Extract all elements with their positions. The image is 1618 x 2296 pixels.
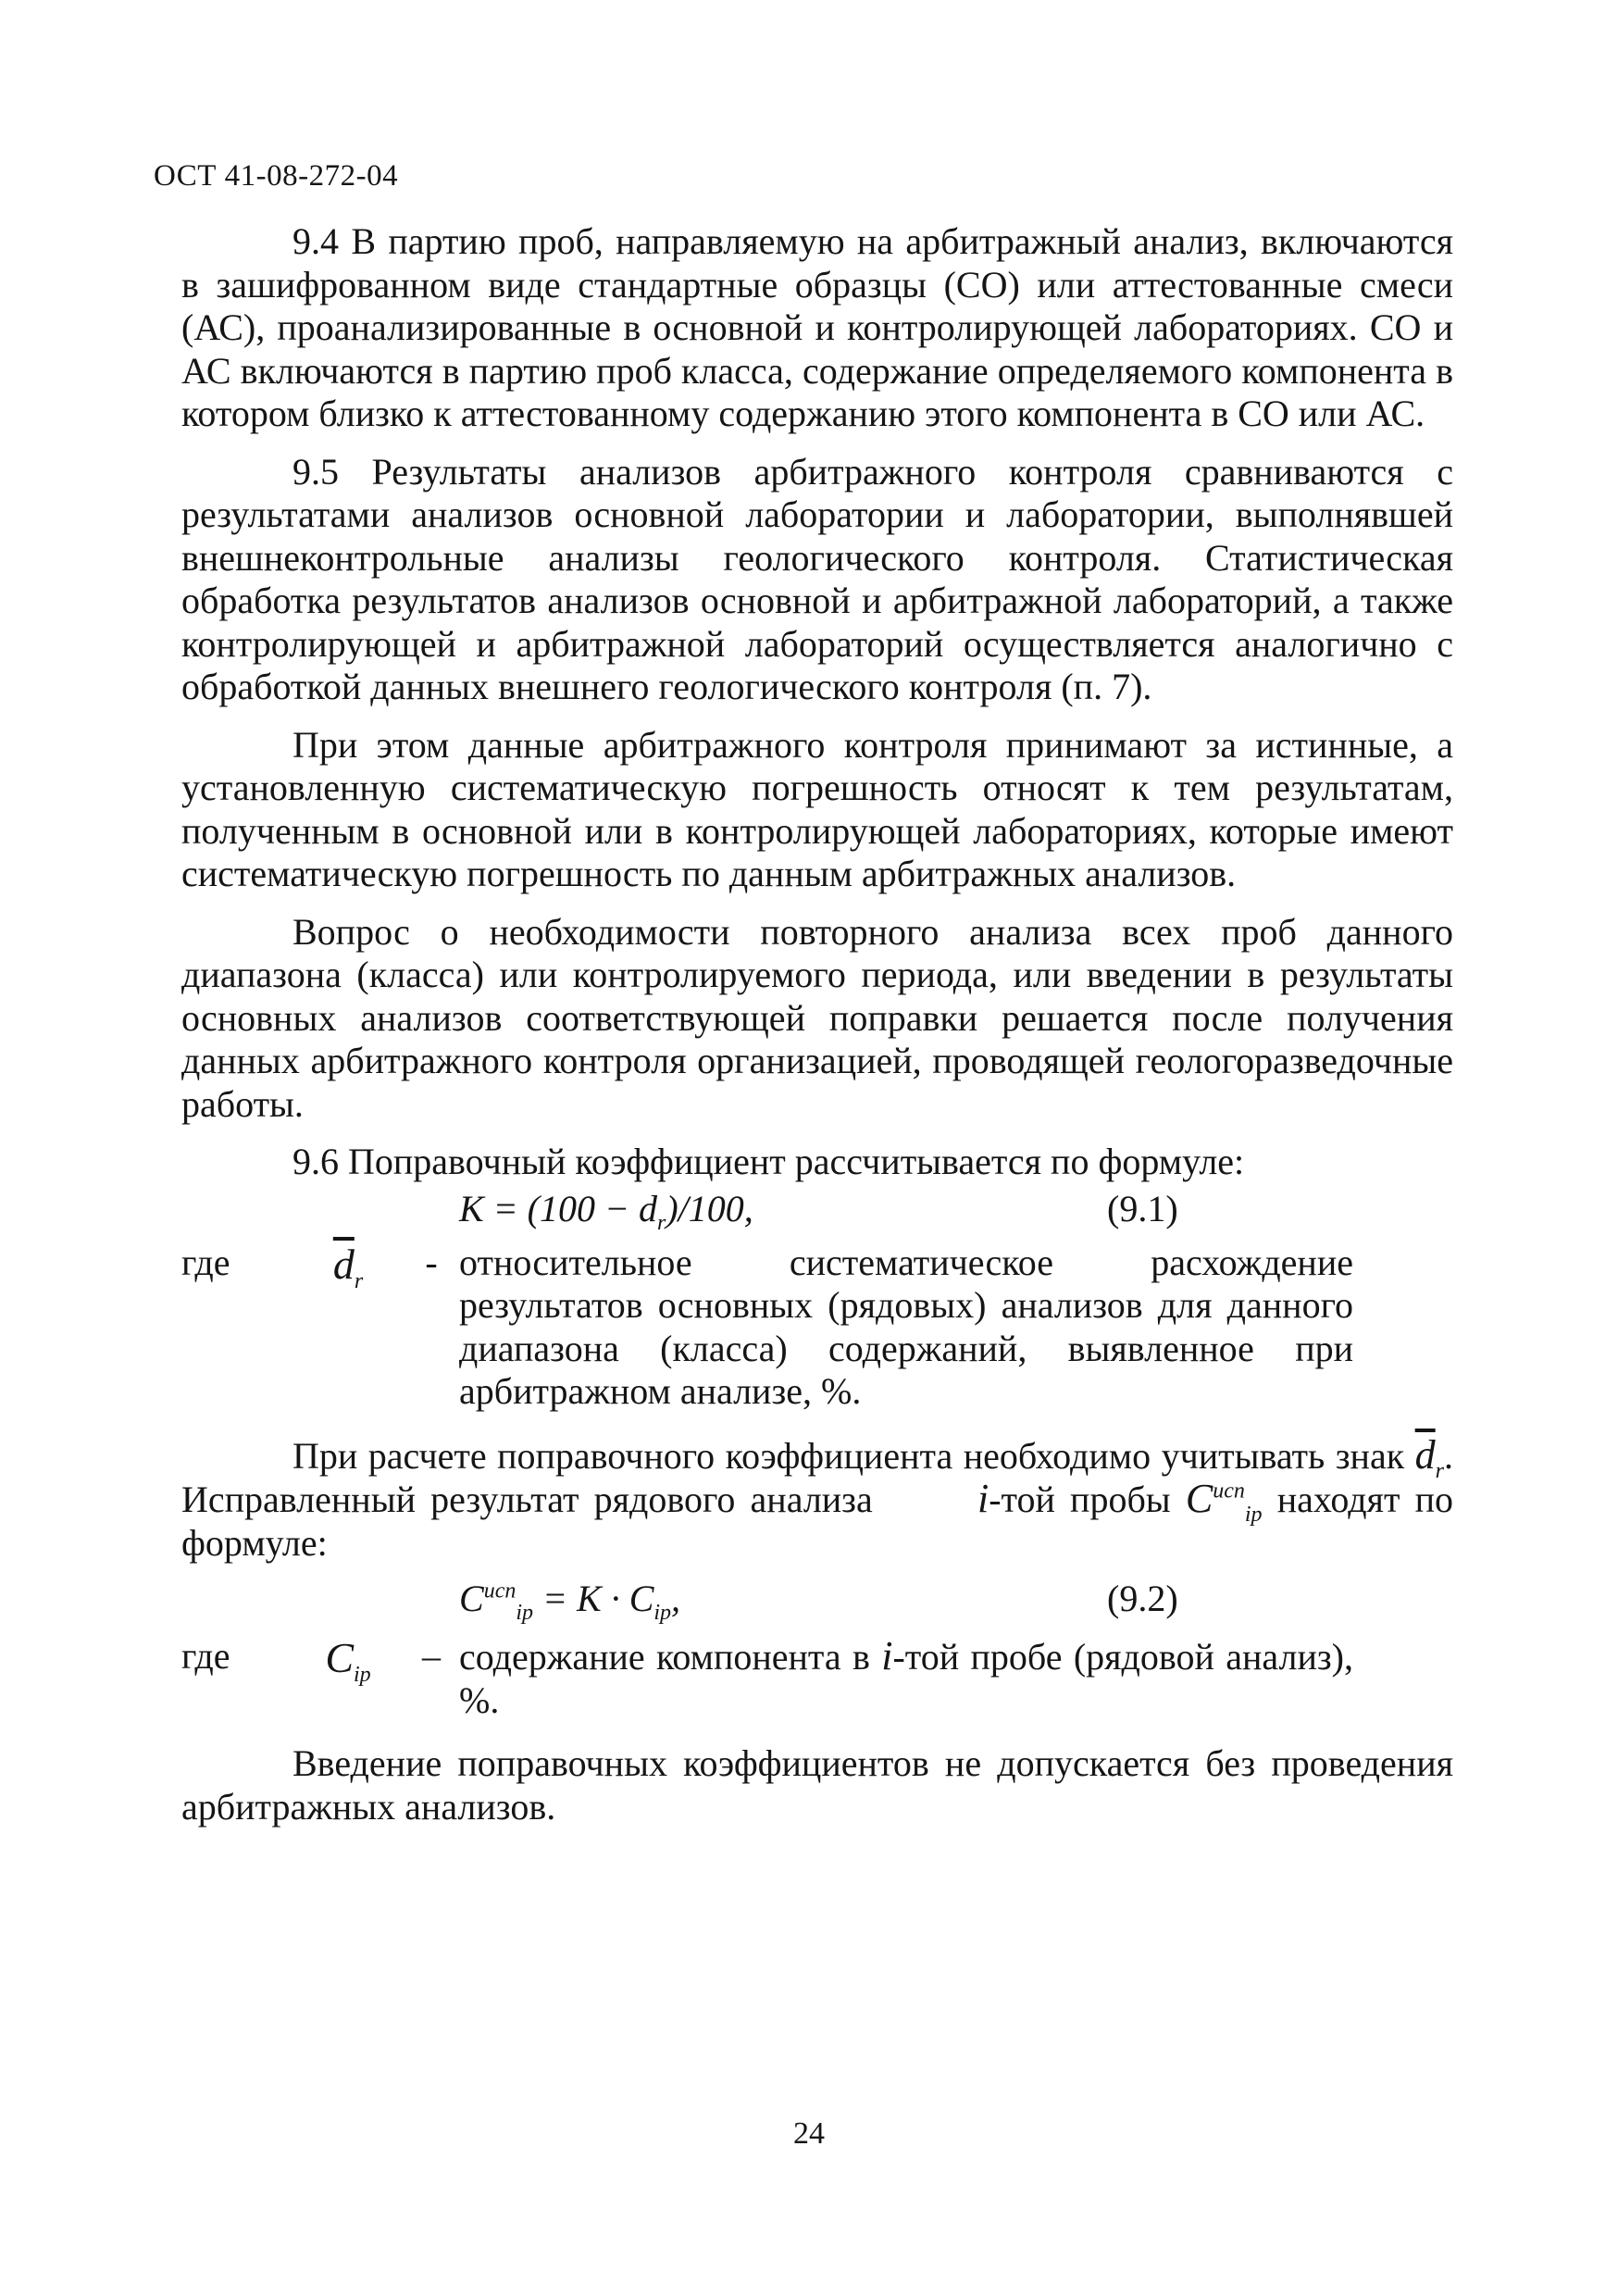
inline-symbol-d-sub: r [1435, 1458, 1444, 1483]
where-symbol-c-letter: C [325, 1634, 354, 1681]
inline-symbol-c-sub: ip [1244, 1502, 1263, 1527]
where-definition-2-part-b: -той пробе (рядовой анализ), %. [459, 1636, 1353, 1721]
paragraph-9-4: 9.4 В партию проб, направляемую на арбитражный анализ, включаются в зашифрованном виде стандартные образцы (СО) или аттестованные смеси (АС), проанализированные в основной и контролирующей лабораториях. СО и АС включаются в партию проб класса, содержание определяемого компонента в котором близко к аттестованному содержанию этого компонента в СО или АС. [181, 220, 1453, 434]
formula-9-1-sub: r [656, 1210, 666, 1235]
paragraph-sign [181, 1431, 1453, 1566]
where-symbol-d-sub: r [354, 1268, 364, 1293]
paragraph-9-6: 9.6 Поправочный коэффициент рассчитывается по формуле: [292, 1141, 1245, 1182]
formula-9-2-lhs: C [459, 1578, 484, 1619]
where-block-1 [181, 1242, 1453, 1414]
paragraph-final: Введение поправочных коэффициентов не допускается без проведения арбитражных анализов. [181, 1742, 1453, 1828]
formula-9-1-number: (9.1) [1107, 1187, 1178, 1229]
formula-9-2-lhs-sub: ip [516, 1601, 534, 1625]
paragraph-9-5: 9.5 Результаты анализов арбитражного контроля сравниваются с результатами анализов основной лаборатории и лаборатории, выполнявшей внешнеконтрольные анализы геологического контроля. Статистическая обработка результатов анализов основной и арбитражной лабораторий, а также контролирующей и арбитражной лабораторий осуществляется аналогично с обработкой данных внешнего геологического контроля (п. 7). [181, 450, 1453, 707]
where-word: где [181, 1241, 230, 1283]
where-definition-2 [459, 1635, 1353, 1722]
document-code: ОСТ 41-08-272-04 [154, 159, 399, 193]
inline-symbol-c-sup: исп [1213, 1479, 1245, 1504]
inline-symbol-d-letter: $\overline{d}$ [1414, 1431, 1436, 1478]
paragraph-sign-part-d: находят по формуле: [181, 1479, 1453, 1564]
formula-9-1-tail: )/100, [666, 1187, 753, 1229]
formula-9-1-text: K = (100 − d [459, 1187, 657, 1229]
where-definition: относительное систематическое расхождение результатов основных (рядовых) анализов для данного диапазона (класса) содержаний, выявленное при арбитражном анализе, %. [459, 1241, 1353, 1412]
inline-symbol-c-letter: C [1185, 1476, 1214, 1521]
where-word-2: где [181, 1635, 230, 1677]
where-dash: - [425, 1241, 438, 1283]
where-definition-2-symbol-i: i [881, 1633, 893, 1678]
paragraph-truth: При этом данные арбитражного контроля принимают за истинные, а установленную систематическую погрешность относят к тем результатам, полученным в основной или в контролирующей лабораториях, которые имеют систематическую погрешность по данным арбитражных анализов. [181, 723, 1453, 894]
where-symbol-d-letter: $\overline{d}$ [332, 1240, 355, 1288]
page-content [181, 220, 1453, 1843]
where-definition-2-part-a: содержание компонента в [459, 1636, 870, 1678]
inline-symbol-i: i [977, 1476, 989, 1521]
inline-symbol-c [1185, 1476, 1263, 1527]
formula-9-2-mid: = K · C [533, 1578, 654, 1619]
paragraph-sign-part-c: -той пробы [989, 1479, 1171, 1520]
where-symbol-c [292, 1634, 404, 1688]
paragraph-sign-part-b: . Исправленный результат рядового анализа [181, 1434, 1453, 1520]
formula-9-2-tail: , [671, 1578, 681, 1619]
formula-9-2-number: (9.2) [1107, 1578, 1178, 1619]
where-symbol-d [292, 1240, 404, 1293]
where-dash-2: – [422, 1635, 441, 1677]
formula-9-2-lhs-sup: исп [483, 1578, 517, 1603]
where-block-2 [181, 1635, 1453, 1722]
paragraph-sign-part-a: При расчете поправочного коэффициента необходимо учитывать знак [292, 1434, 1405, 1477]
formula-9-2-rhs-sub: ip [653, 1601, 672, 1625]
paragraph-question: Вопрос о необходимости повторного анализа всех проб данного диапазона (класса) или контролируемого периода, или введении в результаты основных анализов соответствующей поправки решается после получения данных арбитражного контроля организацией, проводящей геологоразведочные работы. [181, 910, 1453, 1125]
formula-9-2 [181, 1578, 1453, 1625]
inline-symbol-d [1414, 1431, 1444, 1483]
where-symbol-c-sub: ip [354, 1663, 371, 1688]
formula-9-2-expression [459, 1578, 681, 1625]
formula-9-1 [181, 1187, 1453, 1235]
page-number: 24 [793, 2116, 825, 2151]
formula-9-1-expression [459, 1187, 753, 1235]
